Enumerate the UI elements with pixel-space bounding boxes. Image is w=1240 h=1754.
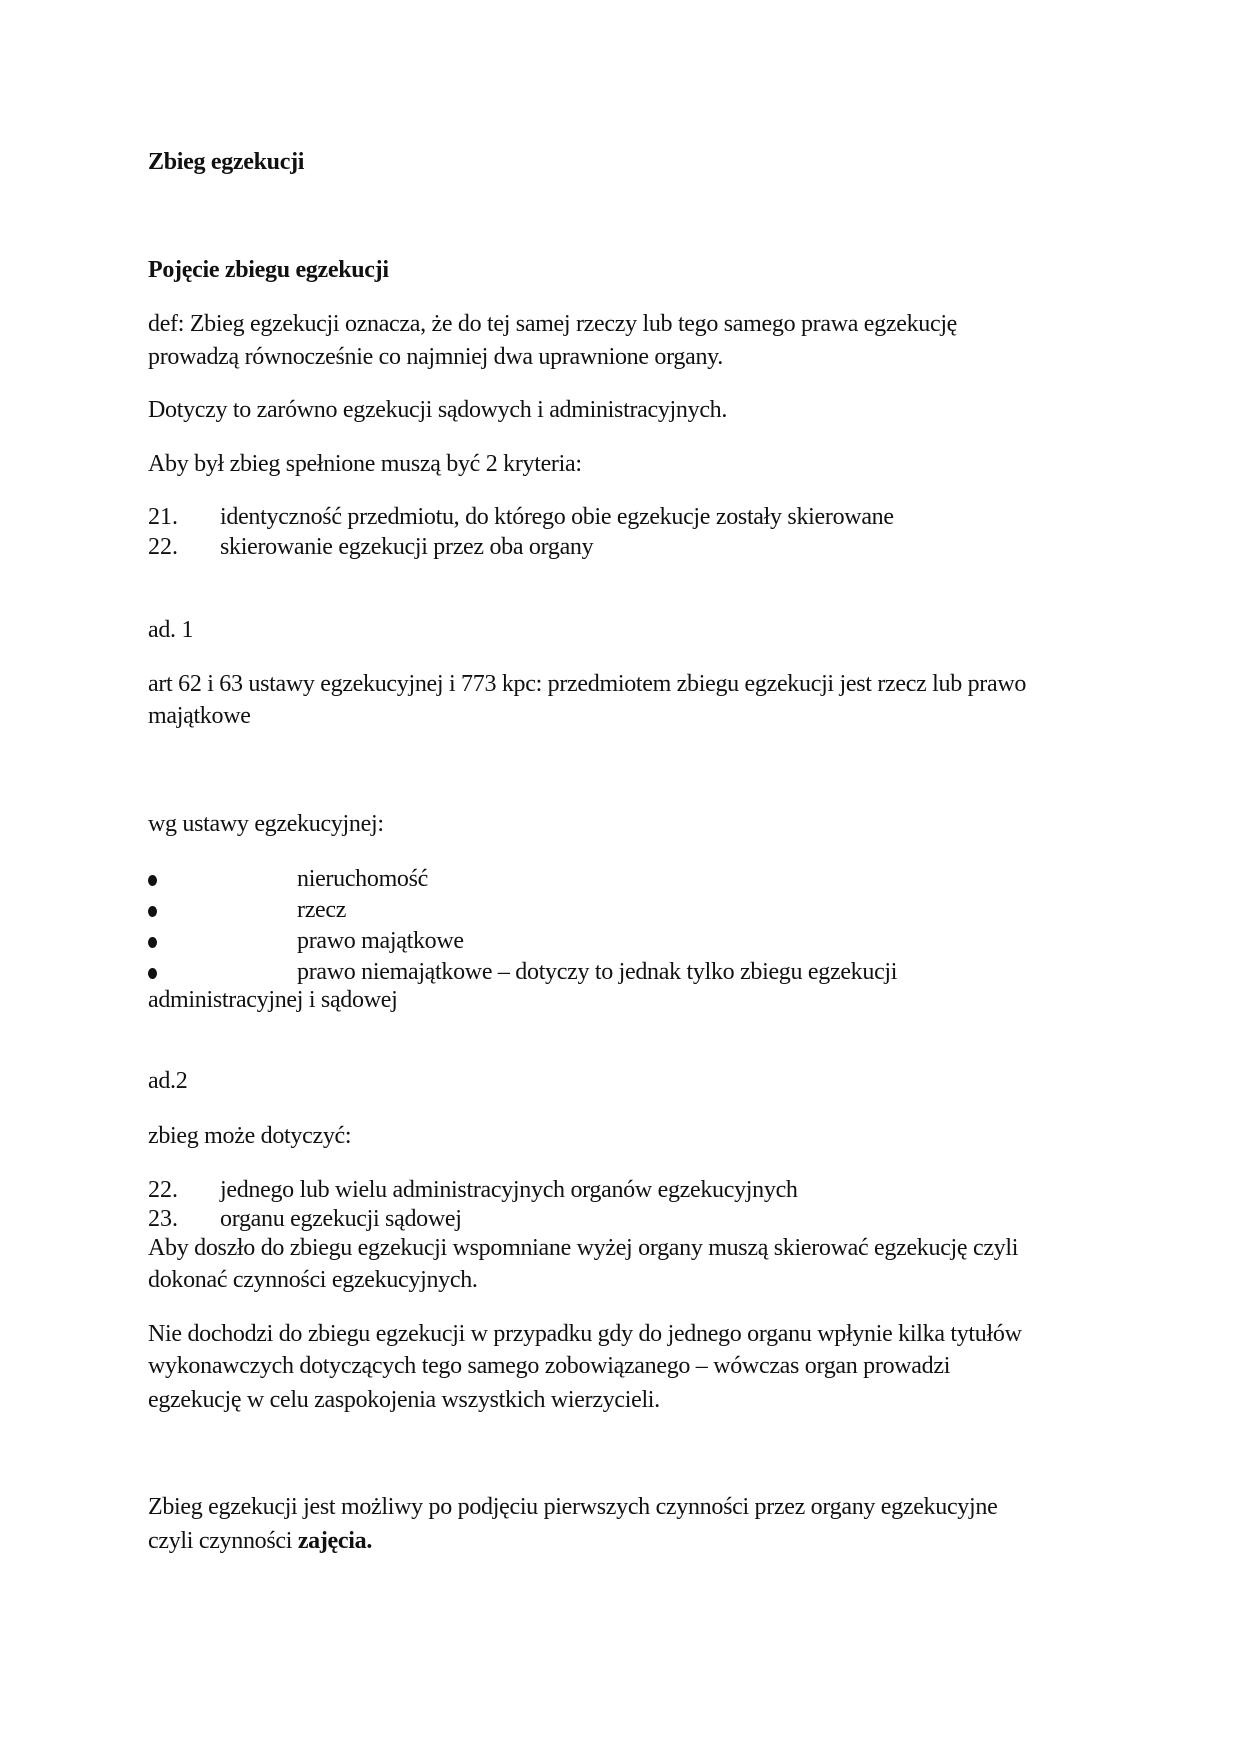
list-item: prawo majątkowe xyxy=(297,928,464,954)
list-intro: wg ustawy egzekucyjnej: xyxy=(148,811,384,837)
bullet-icon xyxy=(148,875,157,886)
bullet-icon xyxy=(148,937,157,948)
list-item: identyczność przedmiotu, do którego obie egzekucje zostały skierowane xyxy=(220,504,894,530)
bullet-icon xyxy=(148,906,157,917)
condition-line: dokonać czynności egzekucyjnych. xyxy=(148,1267,478,1293)
list-item: jednego lub wielu administracyjnych organów egzekucyjnych xyxy=(220,1177,798,1203)
bullet-icon xyxy=(148,968,157,979)
exception-line: wykonawczych dotyczących tego samego zobowiązanego – wówczas organ prowadzi xyxy=(148,1353,951,1379)
condition-line: Aby doszło do zbiegu egzekucji wspomniane wyżej organy muszą skierować egzekucję czyli xyxy=(148,1235,1019,1261)
list-item: skierowanie egzekucji przez oba organy xyxy=(220,534,594,560)
list-number: 22. xyxy=(148,1177,178,1203)
article-line: majątkowe xyxy=(148,703,251,729)
definition-line: def: Zbieg egzekucji oznacza, że do tej samej rzeczy lub tego samego prawa egzekucję xyxy=(148,311,958,337)
conclusion-line: Zbieg egzekucji jest możliwy po podjęciu pierwszych czynności przez organy egzekucyjne xyxy=(148,1494,998,1520)
list-item-continuation: administracyjnej i sądowej xyxy=(148,987,398,1013)
conclusion-emphasis: zajęcia. xyxy=(297,1528,373,1554)
list-item: organu egzekucji sądowej xyxy=(220,1206,462,1232)
definition-line: prowadzą równocześnie co najmniej dwa uprawnione organy. xyxy=(148,344,723,370)
ad2-intro: zbieg może dotyczyć: xyxy=(148,1123,352,1149)
applies-to-paragraph: Dotyczy to zarówno egzekucji sądowych i administracyjnych. xyxy=(148,397,728,423)
criteria-intro: Aby był zbieg spełnione muszą być 2 kryteria: xyxy=(148,451,582,477)
list-number: 23. xyxy=(148,1206,178,1232)
ad2-label: ad.2 xyxy=(148,1068,188,1094)
conclusion-text: czyli czynności xyxy=(148,1528,298,1554)
list-number: 21. xyxy=(148,504,178,530)
exception-line: Nie dochodzi do zbiegu egzekucji w przypadku gdy do jednego organu wpłynie kilka tytułów xyxy=(148,1321,1022,1347)
list-number: 22. xyxy=(148,534,178,560)
article-line: art 62 i 63 ustawy egzekucyjnej i 773 kpc: przedmiotem zbiegu egzekucji jest rzecz lub prawo xyxy=(148,671,1027,697)
list-item: rzecz xyxy=(297,897,347,923)
section-heading: Pojęcie zbiegu egzekucji xyxy=(148,257,389,283)
exception-line: egzekucję w celu zaspokojenia wszystkich wierzycieli. xyxy=(148,1387,660,1413)
list-item: prawo niemajątkowe – dotyczy to jednak tylko zbiegu egzekucji xyxy=(297,959,898,985)
document-title: Zbieg egzekucji xyxy=(148,149,305,175)
list-item: nieruchomość xyxy=(297,866,429,892)
conclusion-line xyxy=(148,1527,372,1555)
ad1-label: ad. 1 xyxy=(148,617,194,643)
